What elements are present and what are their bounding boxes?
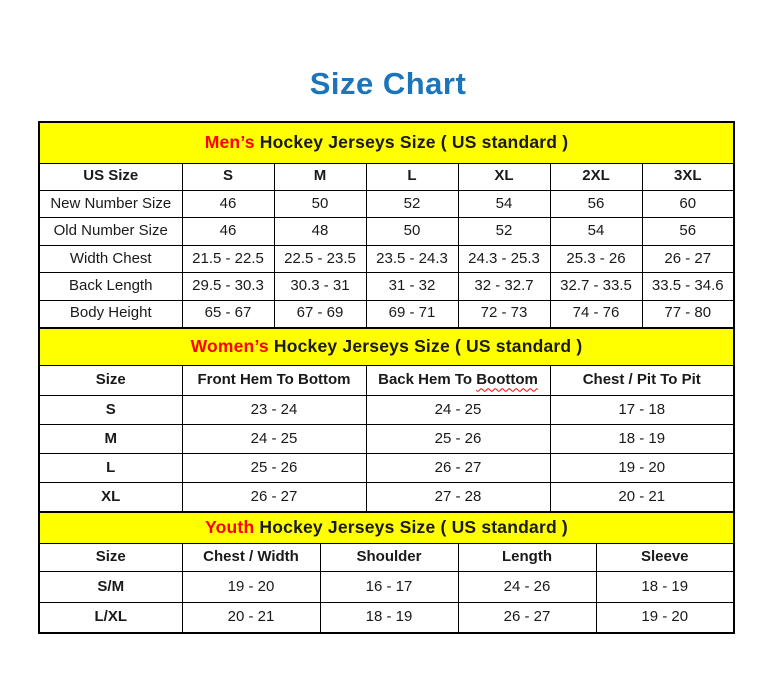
womens-column-header: Front Hem To Bottom [182, 366, 366, 396]
mens-value-cell: 22.5 - 23.5 [274, 245, 366, 273]
youth-value-cell: 18 - 19 [320, 602, 458, 633]
mens-value-cell: 56 [550, 190, 642, 218]
mens-value-cell: 31 - 32 [366, 273, 458, 301]
mens-value-cell: 72 - 73 [458, 300, 550, 328]
mens-column-header: US Size [39, 163, 182, 190]
mens-row-label: New Number Size [39, 190, 182, 218]
youth-column-header: Shoulder [320, 544, 458, 572]
mens-row-label: Old Number Size [39, 218, 182, 246]
youth-table-row [39, 572, 734, 603]
womens-value-cell: 19 - 20 [550, 454, 734, 483]
mens-value-cell: 60 [642, 190, 734, 218]
youth-row-label: L/XL [39, 602, 182, 633]
mens-value-cell: 67 - 69 [274, 300, 366, 328]
womens-table-row [39, 454, 734, 483]
mens-value-cell: 26 - 27 [642, 245, 734, 273]
womens-column-header: Back Hem To Boottom [366, 366, 550, 396]
mens-column-header: L [366, 163, 458, 190]
mens-value-cell: 77 - 80 [642, 300, 734, 328]
mens-value-cell: 23.5 - 24.3 [366, 245, 458, 273]
mens-value-cell: 33.5 - 34.6 [642, 273, 734, 301]
mens-value-cell: 50 [274, 190, 366, 218]
mens-row-label: Back Length [39, 273, 182, 301]
mens-size-table [38, 121, 735, 329]
mens-value-cell: 65 - 67 [182, 300, 274, 328]
womens-value-cell: 18 - 19 [550, 425, 734, 454]
womens-value-cell: 25 - 26 [182, 454, 366, 483]
youth-value-cell: 24 - 26 [458, 572, 596, 603]
youth-band-row [39, 512, 734, 544]
youth-row-label: S/M [39, 572, 182, 603]
mens-column-header: 3XL [642, 163, 734, 190]
mens-table-row [39, 190, 734, 218]
youth-value-cell: 19 - 20 [182, 572, 320, 603]
mens-value-cell: 21.5 - 22.5 [182, 245, 274, 273]
mens-row-label: Body Height [39, 300, 182, 328]
womens-table-row [39, 483, 734, 512]
mens-table-row [39, 218, 734, 246]
mens-table-row [39, 273, 734, 301]
womens-value-cell: 24 - 25 [182, 425, 366, 454]
size-chart-tables [38, 121, 735, 634]
womens-value-cell: 25 - 26 [366, 425, 550, 454]
womens-row-label: S [39, 396, 182, 425]
mens-value-cell: 56 [642, 218, 734, 246]
youth-column-header: Chest / Width [182, 544, 320, 572]
womens-row-label: XL [39, 483, 182, 512]
youth-column-header: Length [458, 544, 596, 572]
youth-band-title: Youth Hockey Jerseys Size ( US standard ) [39, 512, 734, 544]
womens-value-cell: 23 - 24 [182, 396, 366, 425]
womens-band-title: Women’s Hockey Jerseys Size ( US standard ) [39, 328, 734, 366]
mens-value-cell: 69 - 71 [366, 300, 458, 328]
womens-value-cell: 17 - 18 [550, 396, 734, 425]
mens-row-label: Width Chest [39, 245, 182, 273]
womens-value-cell: 27 - 28 [366, 483, 550, 512]
womens-band-highlight: Women’s [190, 336, 269, 357]
youth-value-cell: 19 - 20 [596, 602, 734, 633]
mens-value-cell: 30.3 - 31 [274, 273, 366, 301]
mens-value-cell: 24.3 - 25.3 [458, 245, 550, 273]
mens-table-row [39, 245, 734, 273]
womens-value-cell: 26 - 27 [366, 454, 550, 483]
mens-column-header: S [182, 163, 274, 190]
mens-column-header: M [274, 163, 366, 190]
womens-row-label: M [39, 425, 182, 454]
mens-value-cell: 25.3 - 26 [550, 245, 642, 273]
womens-column-header: Size [39, 366, 182, 396]
womens-band-row [39, 328, 734, 366]
mens-value-cell: 52 [366, 190, 458, 218]
mens-band-highlight: Men’s [204, 132, 255, 153]
mens-value-cell: 46 [182, 218, 274, 246]
youth-band-highlight: Youth [205, 517, 255, 538]
womens-table-row [39, 396, 734, 425]
youth-header-row [39, 544, 734, 572]
mens-value-cell: 48 [274, 218, 366, 246]
youth-table-row [39, 602, 734, 633]
mens-table-row [39, 300, 734, 328]
mens-column-header: 2XL [550, 163, 642, 190]
mens-value-cell: 54 [550, 218, 642, 246]
mens-value-cell: 50 [366, 218, 458, 246]
womens-header-row [39, 366, 734, 396]
youth-column-header: Size [39, 544, 182, 572]
mens-header-row [39, 163, 734, 190]
mens-value-cell: 52 [458, 218, 550, 246]
youth-value-cell: 18 - 19 [596, 572, 734, 603]
youth-value-cell: 16 - 17 [320, 572, 458, 603]
mens-value-cell: 29.5 - 30.3 [182, 273, 274, 301]
youth-value-cell: 20 - 21 [182, 602, 320, 633]
womens-value-cell: 26 - 27 [182, 483, 366, 512]
mens-band-title: Men’s Hockey Jerseys Size ( US standard ) [39, 122, 734, 163]
mens-band-row [39, 122, 734, 163]
womens-value-cell: 24 - 25 [366, 396, 550, 425]
mens-value-cell: 54 [458, 190, 550, 218]
misspelled-word: Boottom [476, 371, 538, 389]
womens-size-table [38, 327, 735, 513]
mens-column-header: XL [458, 163, 550, 190]
youth-value-cell: 26 - 27 [458, 602, 596, 633]
mens-value-cell: 32.7 - 33.5 [550, 273, 642, 301]
youth-size-table [38, 511, 735, 634]
mens-value-cell: 74 - 76 [550, 300, 642, 328]
womens-column-header: Chest / Pit To Pit [550, 366, 734, 396]
womens-row-label: L [39, 454, 182, 483]
youth-column-header: Sleeve [596, 544, 734, 572]
page-title: Size Chart [309, 66, 467, 101]
womens-value-cell: 20 - 21 [550, 483, 734, 512]
womens-table-row [39, 425, 734, 454]
mens-value-cell: 46 [182, 190, 274, 218]
mens-value-cell: 32 - 32.7 [458, 273, 550, 301]
